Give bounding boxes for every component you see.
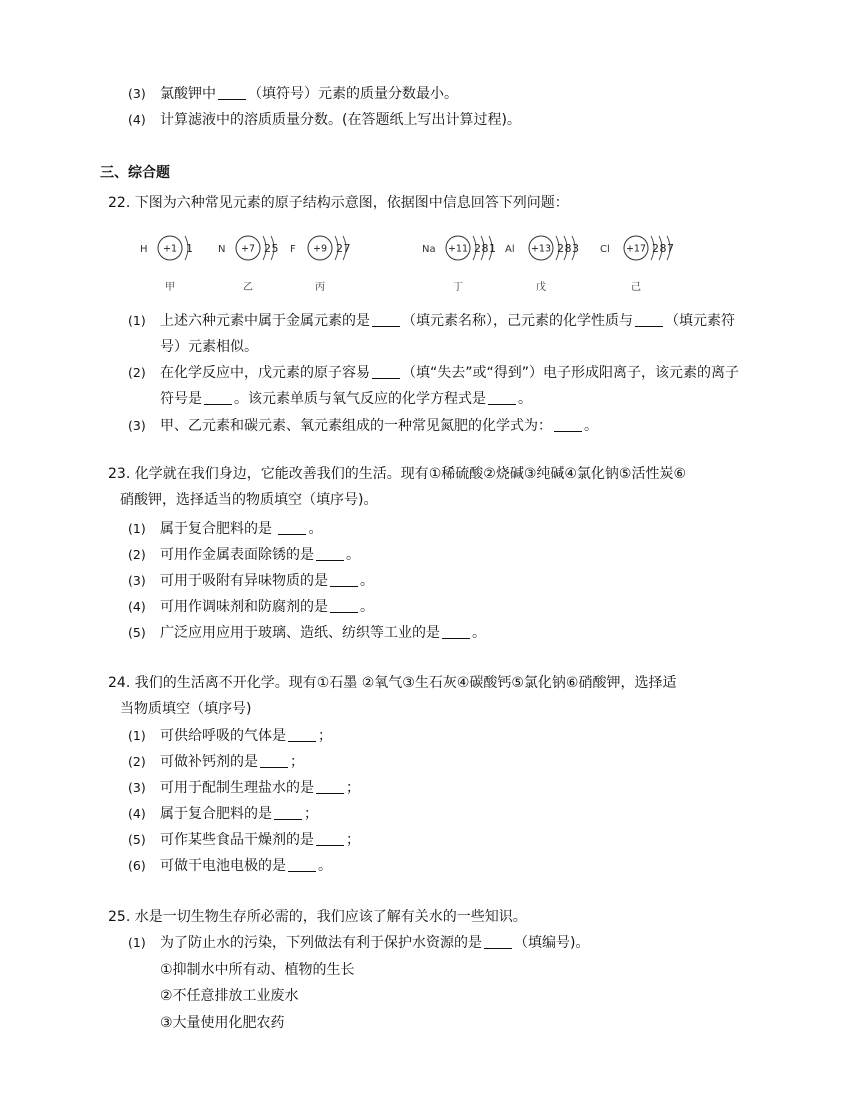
answer-blank[interactable] bbox=[288, 857, 316, 872]
nuclear-charge: +1 bbox=[162, 243, 178, 255]
q25-option-2: ②不任意排放工业废水 bbox=[160, 988, 299, 1004]
q23-item-number: (4) bbox=[128, 599, 146, 614]
q21-item3: 氯酸钾中 （填符号）元素的质量分数最小。 bbox=[160, 86, 458, 102]
q22-s1-number: (1) bbox=[128, 313, 146, 328]
nuclear-charge: +13 bbox=[530, 243, 552, 255]
answer-blank[interactable] bbox=[288, 727, 316, 742]
q23-item-number: (5) bbox=[128, 625, 146, 640]
q23-item: 可用于吸附有异味物质的是 。 bbox=[160, 573, 374, 589]
q23-item: 广泛应用应用于玻璃、造纸、纺织等工业的是 。 bbox=[160, 625, 486, 641]
q23-item-number: (1) bbox=[128, 521, 146, 536]
atom-diagram-Al bbox=[505, 236, 580, 293]
answer-blank[interactable] bbox=[316, 546, 344, 561]
atom-label: 甲 bbox=[165, 282, 175, 293]
element-symbol: Na bbox=[422, 244, 436, 255]
electron-counts: 1 bbox=[186, 242, 194, 255]
q22-stem: 22. 下图为六种常见元素的原子结构示意图，依据图中信息回答下列问题： bbox=[108, 195, 569, 211]
q23-item: 可用作调味剂和防腐剂的是 。 bbox=[160, 599, 374, 615]
section-title: 三、综合题 bbox=[100, 165, 170, 181]
q25-s1-number: (1) bbox=[128, 935, 146, 950]
nuclear-charge: +7 bbox=[240, 243, 256, 255]
answer-blank[interactable] bbox=[330, 572, 358, 587]
atom-label: 戊 bbox=[536, 282, 546, 293]
atom-diagram-Cl bbox=[600, 236, 675, 293]
q25-s1: 为了防止水的污染，下列做法有利于保护水资源的是 （填编号)。 bbox=[160, 935, 590, 951]
electron-counts: 25 bbox=[264, 242, 279, 255]
q24-item-number: (6) bbox=[128, 858, 146, 873]
q24-item-number: (5) bbox=[128, 832, 146, 847]
answer-blank[interactable] bbox=[554, 417, 582, 432]
q22-s1-line1: 上述六种元素中属于金属元素的是 （填元素名称），己元素的化学性质与 （填元素符 bbox=[160, 313, 735, 329]
q21-item4: 计算滤液中的溶质质量分数。(在答题纸上写出计算过程)。 bbox=[160, 112, 521, 128]
element-symbol: F bbox=[290, 244, 296, 255]
atom-label: 丙 bbox=[315, 282, 325, 293]
q24-item: 可作某些食品干燥剂的是 ； bbox=[160, 832, 360, 848]
q22-s3-number: (3) bbox=[128, 418, 146, 433]
answer-blank[interactable] bbox=[278, 520, 306, 535]
nuclear-charge: +9 bbox=[312, 243, 328, 255]
q25-option-1: ①抑制水中所有动、植物的生长 bbox=[160, 962, 355, 978]
q23-item: 属于复合肥料的是 。 bbox=[160, 521, 323, 537]
element-symbol: H bbox=[140, 244, 148, 255]
q22-s2-number: (2) bbox=[128, 365, 146, 380]
q22-s2-line1: 在化学反应中，戊元素的原子容易 （填“失去”或“得到”）电子形成阳离子，该元素的离子 bbox=[160, 365, 740, 381]
q24-stem-line1: 24. 我们的生活离不开化学。现有①石墨 ②氧气③生石灰④碳酸钙⑤氯化钠⑥硝酸钾，选择适 bbox=[108, 675, 677, 691]
element-symbol: N bbox=[218, 244, 226, 255]
nuclear-charge: +11 bbox=[447, 243, 469, 255]
q24-item-number: (3) bbox=[128, 780, 146, 795]
q24-item-number: (4) bbox=[128, 806, 146, 821]
atomic-structure-diagrams bbox=[130, 228, 690, 298]
answer-blank[interactable] bbox=[442, 624, 470, 639]
q24-item: 可供给呼吸的气体是 ； bbox=[160, 728, 332, 744]
q22-s1-line2: 号）元素相似。 bbox=[160, 339, 258, 355]
atom-label: 乙 bbox=[243, 282, 253, 293]
q24-item: 属于复合肥料的是 ； bbox=[160, 806, 318, 822]
element-symbol: Al bbox=[505, 244, 515, 255]
q21-item4-number: (4) bbox=[128, 112, 146, 127]
answer-blank[interactable] bbox=[484, 934, 512, 949]
q23-item-number: (2) bbox=[128, 547, 146, 562]
answer-blank[interactable] bbox=[260, 753, 288, 768]
q24-item-number: (2) bbox=[128, 754, 146, 769]
q23-item: 可用作金属表面除锈的是 。 bbox=[160, 547, 360, 563]
atom-diagram-H bbox=[140, 236, 194, 293]
answer-blank[interactable] bbox=[316, 779, 344, 794]
q24-item: 可用于配制生理盐水的是 ； bbox=[160, 780, 360, 796]
electron-counts: 283 bbox=[557, 242, 580, 255]
q24-item-number: (1) bbox=[128, 728, 146, 743]
atom-label: 丁 bbox=[453, 282, 463, 293]
answer-blank[interactable] bbox=[330, 598, 358, 613]
answer-blank[interactable] bbox=[372, 312, 400, 327]
q23-stem-line2: 硝酸钾，选择适当的物质填空（填序号)。 bbox=[120, 492, 378, 508]
electron-counts: 281 bbox=[474, 242, 497, 255]
q24-stem-line2: 当物质填空（填序号) bbox=[120, 701, 252, 717]
atom-diagram-Na bbox=[422, 236, 497, 293]
answer-blank[interactable] bbox=[488, 390, 516, 405]
answer-blank[interactable] bbox=[204, 390, 232, 405]
answer-blank[interactable] bbox=[218, 85, 246, 100]
electron-counts: 287 bbox=[652, 242, 675, 255]
q21-item3-number: (3) bbox=[128, 86, 146, 101]
q25-option-3: ③大量使用化肥农药 bbox=[160, 1015, 285, 1031]
q25-stem: 25. 水是一切生物生存所必需的，我们应该了解有关水的一些知识。 bbox=[108, 909, 527, 925]
answer-blank[interactable] bbox=[274, 805, 302, 820]
element-symbol: Cl bbox=[600, 244, 610, 255]
atom-diagram-N bbox=[218, 236, 279, 293]
q22-s2-line2: 符号是 。该元素单质与氧气反应的化学方程式是 。 bbox=[160, 391, 532, 407]
answer-blank[interactable] bbox=[316, 831, 344, 846]
nuclear-charge: +17 bbox=[625, 243, 647, 255]
q23-item-number: (3) bbox=[128, 573, 146, 588]
electron-counts: 27 bbox=[336, 242, 351, 255]
answer-blank[interactable] bbox=[372, 364, 400, 379]
q22-s3: 甲、乙元素和碳元素、氧元素组成的一种常见氮肥的化学式为： 。 bbox=[160, 418, 598, 434]
answer-blank[interactable] bbox=[635, 312, 663, 327]
atom-diagram-F bbox=[290, 236, 351, 293]
q24-item: 可做干电池电极的是 。 bbox=[160, 858, 332, 874]
q24-item: 可做补钙剂的是 ； bbox=[160, 754, 304, 770]
atom-label: 己 bbox=[631, 282, 641, 293]
q23-stem-line1: 23. 化学就在我们身边，它能改善我们的生活。现有①稀硫酸②烧碱③纯碱④氯化钠⑤活性炭⑥ bbox=[108, 466, 687, 482]
